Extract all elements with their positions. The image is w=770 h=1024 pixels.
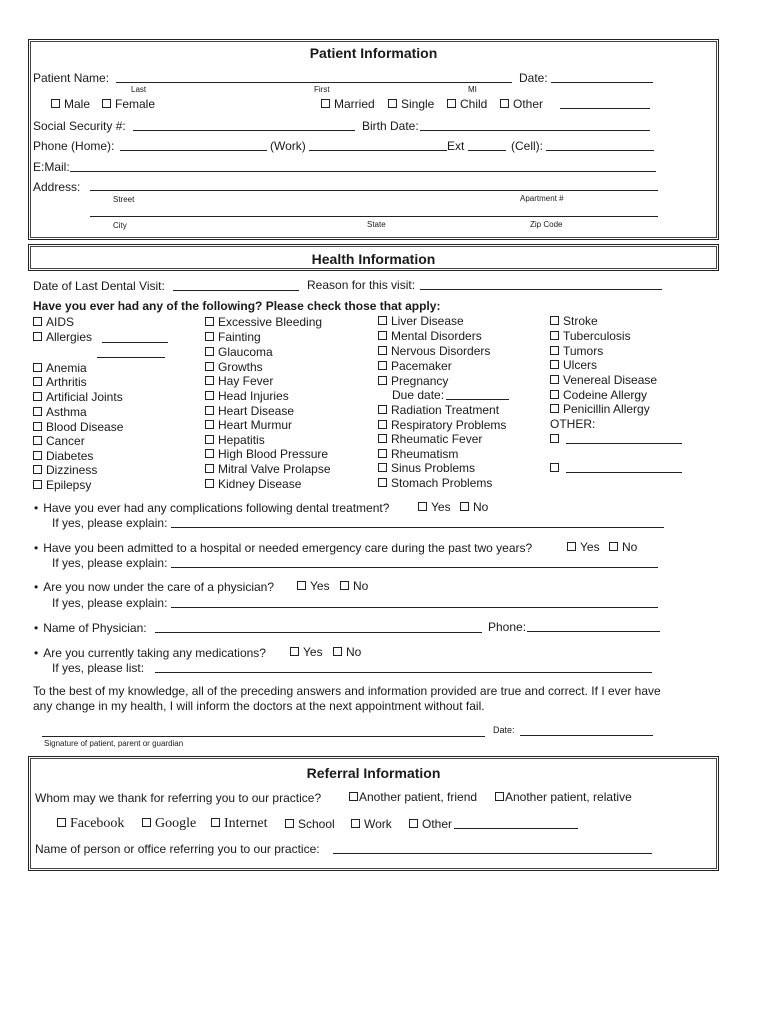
checkbox[interactable] bbox=[378, 346, 387, 355]
checkbox[interactable] bbox=[550, 390, 559, 399]
hospital-question: • Have you been admitted to a hospital or needed emergency care during the past two years? bbox=[34, 542, 532, 554]
physician-explain-field[interactable] bbox=[171, 607, 658, 608]
condition-epilepsy[interactable]: Epilepsy bbox=[33, 479, 91, 491]
physician-yes[interactable]: Yes bbox=[297, 580, 330, 592]
city-caption: City bbox=[113, 221, 127, 230]
referral-friend-option[interactable]: Another patient, friend bbox=[349, 791, 477, 803]
checkbox[interactable] bbox=[349, 792, 358, 801]
checkbox[interactable] bbox=[550, 331, 559, 340]
checkbox[interactable] bbox=[378, 434, 387, 443]
medications-list-label: If yes, please list: bbox=[52, 661, 145, 675]
married-checkbox[interactable] bbox=[321, 99, 330, 108]
checkbox[interactable] bbox=[33, 480, 42, 489]
first-name-caption: First bbox=[314, 85, 330, 94]
checkbox[interactable] bbox=[378, 405, 387, 414]
health-info-title: Health Information bbox=[311, 251, 436, 267]
condition-radiation-treatment[interactable]: Radiation Treatment bbox=[378, 404, 499, 416]
condition-rheumatic-fever[interactable]: Rheumatic Fever bbox=[378, 433, 482, 445]
checkbox[interactable] bbox=[33, 436, 42, 445]
checkbox[interactable] bbox=[33, 363, 42, 372]
other-conditions-label: OTHER: bbox=[550, 417, 596, 431]
due-date-label: Due date: bbox=[392, 388, 445, 402]
complications-explain-label: If yes, please explain: bbox=[52, 516, 168, 530]
work-phone-label: (Work) bbox=[270, 139, 306, 153]
condition-blood-disease[interactable]: Blood Disease bbox=[33, 421, 123, 433]
checkbox[interactable] bbox=[378, 376, 387, 385]
physician-name-field[interactable] bbox=[155, 632, 482, 633]
address-label: Address: bbox=[33, 180, 81, 194]
complications-question: • Have you ever had any complications following dental treatment? bbox=[34, 502, 389, 514]
checkbox[interactable] bbox=[33, 377, 42, 386]
street-field[interactable] bbox=[90, 190, 658, 191]
condition-stroke[interactable]: Stroke bbox=[550, 315, 598, 327]
patient-name-label: Patient Name: bbox=[33, 71, 110, 85]
physician-phone-field[interactable] bbox=[527, 631, 660, 632]
other-condition-1-field[interactable] bbox=[566, 443, 682, 444]
condition-aids[interactable]: AIDS bbox=[33, 316, 74, 328]
checkbox[interactable] bbox=[211, 818, 220, 827]
checkbox[interactable] bbox=[409, 819, 418, 828]
checkbox[interactable] bbox=[33, 451, 42, 460]
child-option[interactable]: Child bbox=[447, 98, 487, 110]
checkbox[interactable] bbox=[351, 819, 360, 828]
checkbox[interactable] bbox=[205, 449, 214, 458]
checkbox[interactable] bbox=[550, 316, 559, 325]
home-phone-label: Phone (Home): bbox=[33, 139, 115, 153]
male-option[interactable]: Male bbox=[51, 98, 90, 110]
female-checkbox[interactable] bbox=[102, 99, 111, 108]
condition-diabetes[interactable]: Diabetes bbox=[33, 450, 93, 462]
condition-kidney-disease[interactable]: Kidney Disease bbox=[205, 478, 301, 490]
condition-heart-murmur[interactable]: Heart Murmur bbox=[205, 419, 292, 431]
statement-line-2: any change in my health, I will inform the doctors at the next appointment without fail. bbox=[33, 699, 485, 713]
checkbox[interactable] bbox=[33, 407, 42, 416]
checkbox[interactable] bbox=[290, 647, 299, 656]
condition-allergies[interactable]: Allergies bbox=[33, 331, 92, 343]
city-state-zip-field[interactable] bbox=[90, 216, 658, 217]
checkbox[interactable] bbox=[550, 463, 559, 472]
checkbox[interactable] bbox=[340, 581, 349, 590]
checkbox[interactable] bbox=[460, 502, 469, 511]
date-label: Date: bbox=[519, 71, 548, 85]
checkbox[interactable] bbox=[205, 362, 214, 371]
checkbox[interactable] bbox=[33, 422, 42, 431]
date-field[interactable] bbox=[551, 82, 653, 83]
checkbox[interactable] bbox=[550, 360, 559, 369]
apartment-caption: Apartment # bbox=[520, 194, 564, 203]
ext-label: Ext bbox=[447, 139, 465, 153]
mi-caption: MI bbox=[468, 85, 477, 94]
checkbox[interactable] bbox=[550, 434, 559, 443]
checkbox[interactable] bbox=[550, 404, 559, 413]
condition-ulcers[interactable]: Ulcers bbox=[550, 359, 597, 371]
other-status-option[interactable]: Other bbox=[500, 98, 543, 110]
email-label: E:Mail: bbox=[33, 160, 70, 174]
checkbox[interactable] bbox=[33, 332, 42, 341]
street-caption: Street bbox=[113, 195, 135, 204]
physician-phone-label: Phone: bbox=[488, 620, 527, 634]
condition-penicillin-allergy[interactable]: Penicillin Allergy bbox=[550, 403, 650, 415]
checkbox[interactable] bbox=[378, 316, 387, 325]
checkbox[interactable] bbox=[550, 346, 559, 355]
birth-date-label: Birth Date: bbox=[362, 119, 419, 133]
last-visit-label: Date of Last Dental Visit: bbox=[33, 279, 165, 293]
home-phone-field[interactable] bbox=[120, 150, 267, 151]
condition-heart-disease[interactable]: Heart Disease bbox=[205, 405, 294, 417]
condition-hay-fever[interactable]: Hay Fever bbox=[205, 375, 273, 387]
checkbox[interactable] bbox=[205, 317, 214, 326]
female-option[interactable]: Female bbox=[102, 98, 155, 110]
condition-glaucoma[interactable]: Glaucoma bbox=[205, 346, 273, 358]
checkbox[interactable] bbox=[495, 792, 504, 801]
checkbox[interactable] bbox=[205, 435, 214, 444]
work-phone-field[interactable] bbox=[309, 150, 447, 151]
checkbox[interactable] bbox=[57, 818, 66, 827]
physician-name-label: • Name of Physician: bbox=[34, 622, 147, 634]
referral-other-field[interactable] bbox=[454, 828, 578, 829]
complications-no[interactable]: No bbox=[460, 501, 488, 513]
hospital-no[interactable]: No bbox=[609, 541, 637, 553]
checkbox[interactable] bbox=[567, 542, 576, 551]
referral-info-title: Referral Information bbox=[306, 765, 441, 781]
ssn-field[interactable] bbox=[133, 130, 355, 131]
checkbox[interactable] bbox=[205, 391, 214, 400]
checkbox[interactable] bbox=[333, 647, 342, 656]
signature-date-label: Date: bbox=[493, 725, 515, 735]
checkbox[interactable] bbox=[205, 420, 214, 429]
condition-respiratory-problems[interactable]: Respiratory Problems bbox=[378, 419, 506, 431]
signature-caption: Signature of patient, parent or guardian bbox=[44, 739, 184, 748]
checkbox[interactable] bbox=[378, 478, 387, 487]
birth-date-field[interactable] bbox=[420, 130, 650, 131]
checkbox[interactable] bbox=[609, 542, 618, 551]
other-condition-2-field[interactable] bbox=[566, 472, 682, 473]
last-visit-field[interactable] bbox=[173, 290, 299, 291]
condition-tuberculosis[interactable]: Tuberculosis bbox=[550, 330, 631, 342]
medications-list-field[interactable] bbox=[155, 672, 652, 673]
condition-artificial-joints[interactable]: Artificial Joints bbox=[33, 391, 123, 403]
last-name-caption: Last bbox=[131, 85, 147, 94]
checkbox[interactable] bbox=[378, 331, 387, 340]
other-condition-2[interactable] bbox=[550, 462, 563, 474]
condition-hepatitis[interactable]: Hepatitis bbox=[205, 434, 265, 446]
referral-relative-option[interactable]: Another patient, relative bbox=[495, 791, 632, 803]
checkbox[interactable] bbox=[33, 465, 42, 474]
due-date-field[interactable] bbox=[446, 399, 509, 400]
condition-mitral-valve-prolapse[interactable]: Mitral Valve Prolapse bbox=[205, 463, 331, 475]
checkbox[interactable] bbox=[205, 464, 214, 473]
ext-field[interactable] bbox=[468, 150, 506, 151]
checkbox[interactable] bbox=[205, 332, 214, 341]
referral-facebook-option[interactable]: Facebook bbox=[57, 817, 124, 831]
reason-label: Reason for this visit: bbox=[307, 278, 416, 292]
physician-explain-label: If yes, please explain: bbox=[52, 596, 168, 610]
condition-excessive-bleeding[interactable]: Excessive Bleeding bbox=[205, 316, 322, 328]
signature-date-field[interactable] bbox=[520, 735, 653, 736]
hospital-explain-label: If yes, please explain: bbox=[52, 556, 168, 570]
condition-anemia[interactable]: Anemia bbox=[33, 362, 87, 374]
referral-school-option[interactable]: School bbox=[285, 818, 335, 830]
statement-line-1: To the best of my knowledge, all of the preceding answers and information provided are true and correct. If I ever have bbox=[33, 684, 661, 698]
patient-info-title: Patient Information bbox=[309, 45, 438, 61]
child-checkbox[interactable] bbox=[447, 99, 456, 108]
state-caption: State bbox=[367, 220, 386, 229]
checkbox[interactable] bbox=[378, 449, 387, 458]
condition-stomach-problems[interactable]: Stomach Problems bbox=[378, 477, 492, 489]
other-condition-1[interactable] bbox=[550, 433, 563, 445]
medications-no[interactable]: No bbox=[333, 646, 361, 658]
referral-name-label: Name of person or office referring you to our practice: bbox=[35, 842, 320, 856]
referral-name-field[interactable] bbox=[333, 853, 652, 854]
referral-question: Whom may we thank for referring you to our practice? bbox=[35, 791, 322, 805]
allergies-field-1[interactable] bbox=[102, 342, 168, 343]
checkbox[interactable] bbox=[297, 581, 306, 590]
checkbox[interactable] bbox=[205, 479, 214, 488]
checkbox[interactable] bbox=[378, 361, 387, 370]
condition-high-blood-pressure[interactable]: High Blood Pressure bbox=[205, 448, 328, 460]
condition-pacemaker[interactable]: Pacemaker bbox=[378, 360, 452, 372]
condition-arthritis[interactable]: Arthritis bbox=[33, 376, 87, 388]
checkbox[interactable] bbox=[33, 392, 42, 401]
referral-work-option[interactable]: Work bbox=[351, 818, 392, 830]
checkbox[interactable] bbox=[205, 347, 214, 356]
signature-field[interactable] bbox=[42, 736, 485, 737]
hospital-explain-field[interactable] bbox=[171, 567, 658, 568]
allergies-field-2[interactable] bbox=[97, 357, 165, 358]
checkbox[interactable] bbox=[142, 818, 151, 827]
checkbox[interactable] bbox=[378, 463, 387, 472]
referral-internet-option[interactable]: Internet bbox=[211, 817, 268, 831]
checkbox[interactable] bbox=[550, 375, 559, 384]
condition-venereal-disease[interactable]: Venereal Disease bbox=[550, 374, 657, 386]
checkbox[interactable] bbox=[205, 376, 214, 385]
condition-asthma[interactable]: Asthma bbox=[33, 406, 87, 418]
cell-phone-field[interactable] bbox=[546, 150, 654, 151]
patient-name-field[interactable] bbox=[116, 82, 512, 83]
condition-growths[interactable]: Growths bbox=[205, 361, 263, 373]
medications-question: • Are you currently taking any medications? bbox=[34, 647, 266, 659]
married-option[interactable]: Married bbox=[321, 98, 375, 110]
conditions-question: Have you ever had any of the following? Please check those that apply: bbox=[33, 299, 441, 313]
ssn-label: Social Security #: bbox=[33, 119, 126, 133]
condition-cancer[interactable]: Cancer bbox=[33, 435, 85, 447]
condition-nervous-disorders[interactable]: Nervous Disorders bbox=[378, 345, 490, 357]
condition-mental-disorders[interactable]: Mental Disorders bbox=[378, 330, 482, 342]
checkbox[interactable] bbox=[418, 502, 427, 511]
checkbox[interactable] bbox=[205, 406, 214, 415]
cell-phone-label: (Cell): bbox=[511, 139, 543, 153]
condition-rheumatism[interactable]: Rheumatism bbox=[378, 448, 458, 460]
condition-head-injuries[interactable]: Head Injuries bbox=[205, 390, 289, 402]
reason-field[interactable] bbox=[420, 289, 662, 290]
checkbox[interactable] bbox=[33, 317, 42, 326]
single-checkbox[interactable] bbox=[388, 99, 397, 108]
other-status-checkbox[interactable] bbox=[500, 99, 509, 108]
physician-question: • Are you now under the care of a physician? bbox=[34, 581, 274, 593]
condition-fainting[interactable]: Fainting bbox=[205, 331, 261, 343]
condition-dizziness[interactable]: Dizziness bbox=[33, 464, 97, 476]
condition-tumors[interactable]: Tumors bbox=[550, 345, 603, 357]
physician-no[interactable]: No bbox=[340, 580, 368, 592]
referral-other-option[interactable]: Other bbox=[409, 818, 452, 830]
other-status-field[interactable] bbox=[560, 108, 650, 109]
email-field[interactable] bbox=[70, 171, 656, 172]
condition-sinus-problems[interactable]: Sinus Problems bbox=[378, 462, 475, 474]
condition-liver-disease[interactable]: Liver Disease bbox=[378, 315, 464, 327]
condition-pregnancy[interactable]: Pregnancy bbox=[378, 375, 448, 387]
single-option[interactable]: Single bbox=[388, 98, 434, 110]
complications-yes[interactable]: Yes bbox=[418, 501, 451, 513]
male-checkbox[interactable] bbox=[51, 99, 60, 108]
checkbox[interactable] bbox=[378, 420, 387, 429]
health-info-section bbox=[28, 244, 719, 271]
referral-google-option[interactable]: Google bbox=[142, 817, 196, 831]
patient-info-section bbox=[28, 39, 719, 240]
zip-caption: Zip Code bbox=[530, 220, 563, 229]
condition-codeine-allergy[interactable]: Codeine Allergy bbox=[550, 389, 647, 401]
hospital-yes[interactable]: Yes bbox=[567, 541, 600, 553]
complications-explain-field[interactable] bbox=[171, 527, 664, 528]
medications-yes[interactable]: Yes bbox=[290, 646, 323, 658]
checkbox[interactable] bbox=[285, 819, 294, 828]
